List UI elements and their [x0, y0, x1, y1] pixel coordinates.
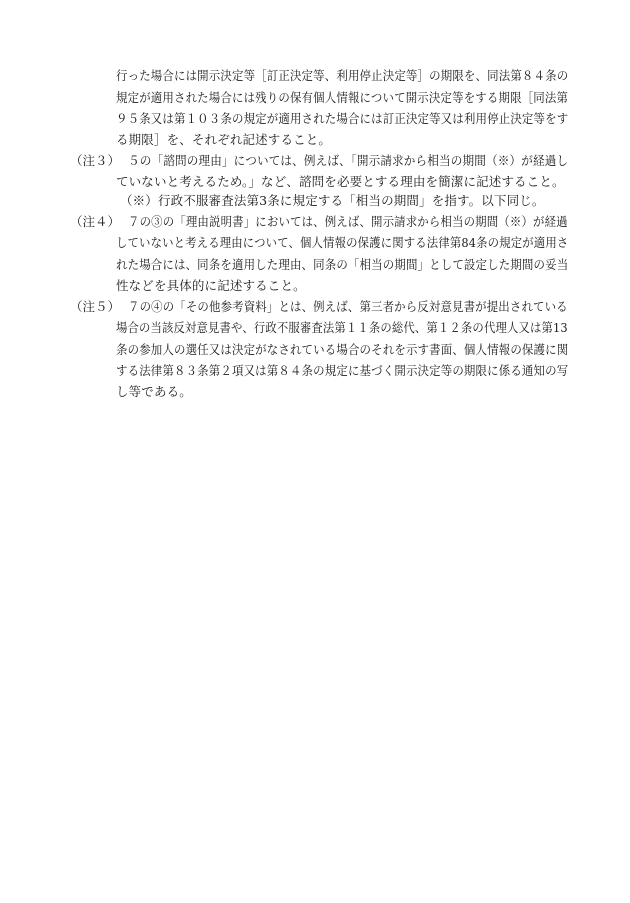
note-label: （注３）: [70, 153, 121, 168]
intro-line: 規定が適用された場合には残りの保有個人情報について開示決定等をする期限［同法第: [116, 90, 569, 105]
intro-line: 行った場合には開示決定等［訂正決定等、利用停止決定等］の期限を、同法第８４条の: [116, 68, 569, 83]
intro-line: る期限］を、それぞれ記述すること。: [116, 132, 332, 147]
note-label: （注４）: [70, 214, 121, 229]
note-line: する法律第８３条第２項又は第８４条の規定に基づく開示決定等の期限に係る通知の写: [116, 363, 569, 378]
note-line: 場合の当該反対意見書や、行政不服審査法第１１条の総代、第１２条の代理人又は第13: [116, 320, 568, 335]
note-sub-line: （※）行政不服審査法第3条に規定する「相当の期間」を指す。以下同じ。: [120, 193, 545, 208]
note-line: 条の参加人の選任又は決定がなされている場合のそれを示す書面、個人情報の保護に関: [116, 342, 569, 357]
note-line: していないと考える理由について、個人情報の保護に関する法律第84条の規定が適用さ: [116, 235, 569, 250]
intro-line: ９５条又は第１０３条の規定が適用された場合には訂正決定等又は利用停止決定等をす: [116, 111, 569, 126]
note-line: 性などを具体的に記述すること。: [116, 278, 306, 293]
note-line: れた場合には、同条を適用した理由、同条の「相当の期間」として設定した期間の妥当: [116, 257, 569, 272]
note-line: ７の④の「その他参考資料」とは、例えば、第三者から反対意見書が提出されている: [128, 299, 568, 314]
note-line: ５の「諮問の理由」については、例えば、「開示請求から相当の期間（※）が経過し: [128, 153, 569, 168]
note-line: し等である。: [116, 384, 192, 399]
note-line: ７の③の「理由説明書」においては、例えば、開示請求から相当の期間（※）が経過: [128, 214, 568, 229]
note-line: ていないと考えるため。」など、諮問を必要とする理由を簡潔に記述すること。: [116, 174, 565, 189]
note-label: （注５）: [70, 299, 121, 314]
